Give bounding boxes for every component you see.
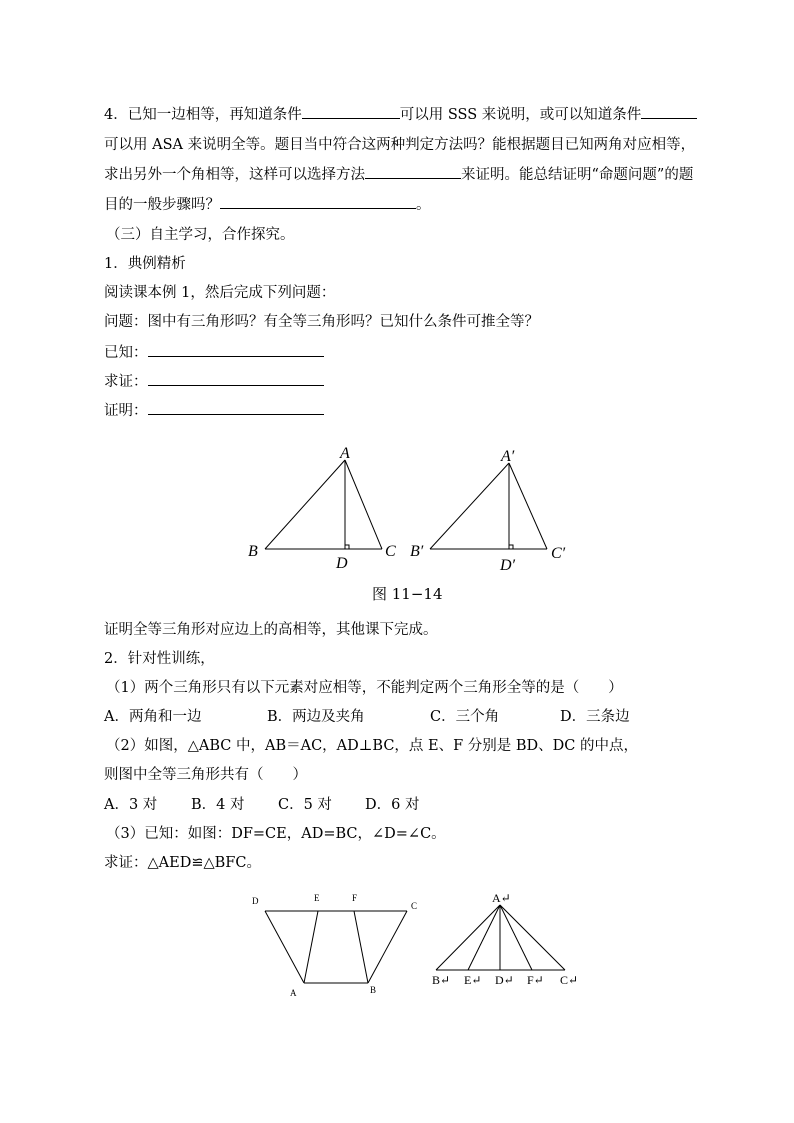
label-b-prime: B′ — [410, 543, 424, 560]
right-angle-mark — [509, 545, 513, 549]
label-d-prime: D′ — [500, 557, 516, 574]
label-a: A↵ — [492, 891, 511, 905]
side-a2b2 — [430, 463, 509, 549]
label-d: D↵ — [495, 973, 514, 987]
text: 可以用 SSS 来说明，或可以知道条件 — [399, 107, 642, 123]
label: 已知： — [104, 345, 148, 361]
segment-ae — [468, 905, 500, 970]
option-d[interactable]: D．6 对 — [365, 797, 420, 813]
triangle-a2b2c2 — [430, 463, 547, 549]
option-d[interactable]: D．三条边 — [560, 709, 630, 725]
text: 问题：图中有三角形吗？有全等三角形吗？已知什么条件可推全等？ — [104, 314, 539, 330]
figure-caption: 图 11−14 — [372, 585, 443, 603]
prove-line — [104, 371, 324, 392]
figure-isosceles — [436, 905, 565, 970]
answer-blank[interactable] — [365, 164, 461, 179]
label-a-prime: A′ — [501, 448, 515, 465]
text: （3）已知：如图：DF=CE，AD=BC，∠D=∠C。 — [106, 826, 446, 842]
segment-af — [500, 905, 532, 970]
answer-blank[interactable] — [148, 371, 324, 386]
label-a: A — [340, 445, 350, 462]
text: 证明全等三角形对应边上的高相等，其他课下完成。 — [104, 622, 438, 638]
option-c[interactable]: C．三个角 — [430, 709, 500, 725]
label-e: E — [314, 893, 320, 903]
segment-ae — [304, 911, 318, 983]
right-angle-mark — [345, 545, 349, 549]
proof-note — [104, 620, 438, 640]
label-d: D — [252, 896, 259, 906]
label-c-prime: C′ — [551, 545, 566, 562]
proof-line — [104, 400, 324, 421]
option-a[interactable]: A．3 对 — [104, 797, 158, 813]
side-ab — [436, 905, 500, 970]
answer-blank[interactable] — [641, 104, 697, 119]
label-a: A — [290, 988, 297, 998]
item1-heading — [104, 254, 186, 274]
label-b: B — [370, 985, 377, 995]
triangle-abc — [265, 460, 382, 549]
text: （2）如图，△ABC 中，AB＝AC，AD⊥BC，点 E、F 分别是 BD、DC 的中点， — [106, 738, 639, 754]
answer-blank[interactable] — [148, 400, 324, 415]
side-ac — [500, 905, 565, 970]
label-c: C — [385, 543, 396, 560]
text: 则图中全等三角形共有（ ） — [104, 767, 307, 783]
text: 。 — [416, 197, 431, 213]
text: 来证明。能总结证明“命题问题”的题 — [461, 167, 694, 183]
label-f: F — [352, 893, 358, 903]
para4-line1 — [104, 104, 697, 125]
side-ab — [265, 460, 345, 549]
text: 阅读课本例 1，然后完成下列问题： — [104, 285, 336, 301]
known-line — [104, 342, 324, 363]
para4-line3 — [104, 164, 693, 185]
text: 求证：△AED≌△BFC。 — [104, 855, 261, 871]
label-e: E↵ — [464, 973, 482, 987]
text: （三）自主学习，合作探究。 — [106, 227, 295, 243]
para4-line2 — [104, 135, 695, 155]
para4-line4 — [104, 194, 431, 215]
side-ac — [345, 460, 382, 549]
text: （1）两个三角形只有以下元素对应相等，不能判定两个三角形全等的是（ ） — [106, 680, 623, 696]
text: 求出另外一个角相等，这样可以选择方法 — [104, 167, 365, 183]
option-a[interactable]: A．两角和一边 — [104, 709, 202, 725]
text: 2．针对性训练， — [104, 651, 215, 667]
q2-stem-1 — [106, 736, 638, 756]
q2-stem-2 — [104, 765, 307, 785]
side-da — [265, 911, 304, 983]
label: 求证： — [104, 374, 148, 390]
option-b[interactable]: B．两边及夹角 — [267, 709, 365, 725]
label-f: F↵ — [527, 973, 544, 987]
label-d: D — [336, 555, 348, 572]
text: 1．典例精析 — [104, 256, 186, 272]
item2-heading — [104, 649, 215, 669]
text: 可以用 ASA 来说明全等。题目当中符合这两种判定方法吗？能根据题目已知两角对应相等， — [104, 137, 696, 153]
label: 证明： — [104, 403, 148, 419]
label-b: B↵ — [432, 973, 451, 987]
option-c[interactable]: C．5 对 — [278, 797, 332, 813]
segment-bf — [354, 911, 368, 983]
label-c: C — [411, 901, 418, 911]
section-heading — [106, 225, 295, 245]
answer-blank[interactable] — [148, 342, 324, 357]
answer-blank[interactable] — [220, 194, 416, 209]
figure-trapezoid — [265, 911, 407, 983]
q3-stem — [106, 824, 446, 844]
text: 目的一般步骤吗？ — [104, 197, 220, 213]
answer-blank[interactable] — [302, 104, 400, 119]
label-c: C↵ — [560, 973, 579, 987]
q3-prove — [104, 853, 261, 873]
label-b: B — [248, 543, 258, 560]
side-a2c2 — [509, 463, 547, 549]
read-instruction — [104, 283, 335, 303]
option-b[interactable]: B．4 对 — [191, 797, 245, 813]
question — [104, 312, 539, 332]
text: 4．已知一边相等，再知道条件 — [104, 107, 302, 123]
q1-stem — [106, 678, 623, 698]
side-bc — [368, 911, 407, 983]
